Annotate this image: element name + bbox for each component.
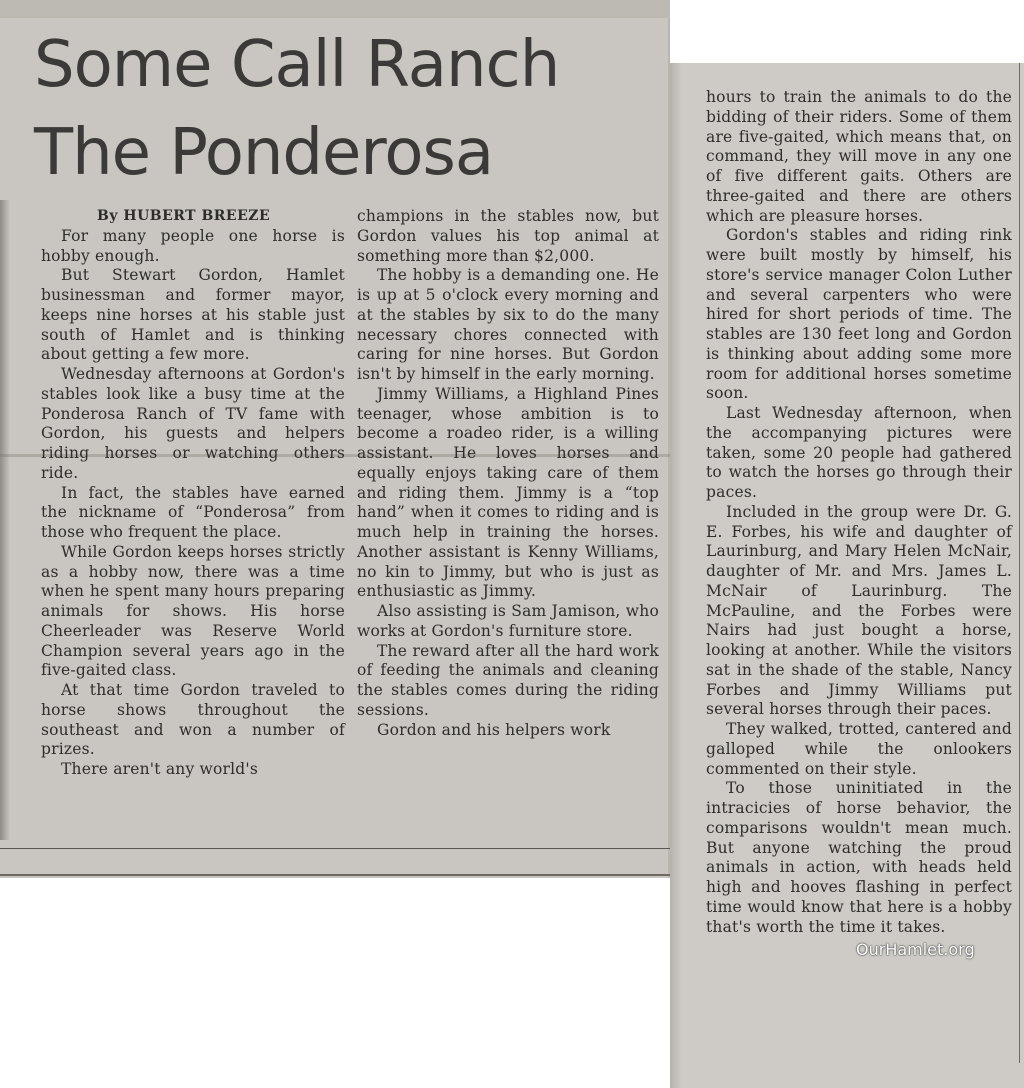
paragraph: Gordon and his helpers work (377, 720, 611, 739)
paragraph: They walked, trotted, cantered and galloped while the onlookers commented on their style. (706, 720, 1012, 778)
article-column-2 (357, 207, 659, 740)
paragraph: To those uninitiated in the intracicies of horse behavior, the comparisons wouldn't mean much. But anyone watching the proud animals in action, with heads held high and hooves flashing in perfect time would know that here is a hobby that's worth the time it takes. (706, 779, 1012, 936)
column-rule (1019, 63, 1020, 1063)
paragraph: At that time Gordon traveled to horse shows throughout the southeast and won a number of prizes. (41, 681, 345, 759)
paragraph: But Stewart Gordon, Hamlet businessman and former mayor, keeps nine horses at his stable just south of Hamlet and is thinking about getting a few more. (41, 266, 345, 364)
clipping-top-edge (0, 0, 670, 18)
paragraph: Last Wednesday afternoon, when the accompanying pictures were taken, some 20 people had gathered to watch the horses go through their paces. (706, 404, 1012, 501)
byline: By HUBERT BREEZE (97, 208, 271, 224)
clipping-left-edge (0, 200, 10, 840)
article-column-3 (706, 88, 1012, 937)
clipping-continuation-edge (670, 63, 682, 1088)
paragraph: Included in the group were Dr. G. E. Forbes, his wife and daughter of Laurinburg, and Mary Helen McNair, daughter of Mr. and Mrs. James L. McNair of Laurinburg. The McPauline, and the Forbes were Nairs had just bought a horse, looking at another. While the visitors sat in the shade of the stable, Nancy Forbes and Jimmy Williams put several horses through their paces. (706, 502, 1012, 719)
paragraph: The reward after all the hard work of feeding the animals and cleaning the stables comes during the riding sessions. (357, 641, 659, 719)
headline-line-2: The Ponderosa (34, 116, 494, 190)
paragraph: Gordon's stables and riding rink were built mostly by himself, his store's service manager Colon Luther and several carpenters who were hired for short periods of time. The stables are 130 feet long and Gordon is thinking about adding some more room for additional horses sometime soon. (706, 226, 1012, 403)
paragraph: Jimmy Williams, a Highland Pines teenager, whose ambition is to become a roadeo rider, is a willing assistant. He loves horses and equally enjoys taking care of them and riding them. Jimmy is a “top hand” when it comes to riding and is much help in training the horses. Another assistant is Kenny Williams, no kin to Jimmy, but who is just as enthusiastic as Jimmy. (357, 384, 659, 601)
headline-line-1: Some Call Ranch (34, 28, 560, 102)
paragraph: For many people one horse is hobby enough. (41, 226, 345, 265)
paragraph: There aren't any world's (61, 760, 259, 778)
paragraph: Wednesday afternoons at Gordon's stables look like a busy time at the Ponderosa Ranch of TV fame with Gordon, his guests and helpers riding horses or watching others ride. (41, 365, 345, 482)
paragraph: While Gordon keeps horses strictly as a hobby now, there was a time when he spent many hours preparing animals for shows. His horse Cheerleader was Reserve World Champion several years ago in the five-gaited class. (41, 542, 345, 680)
paragraph: Also assisting is Sam Jamison, who works at Gordon's furniture store. (357, 602, 659, 640)
paragraph: champions in the stables now, but Gordon values his top animal at something more than $2,000. (357, 207, 659, 265)
article-column-1 (41, 207, 345, 780)
paragraph: The hobby is a demanding one. He is up at 5 o'clock every morning and at the stables by six to do the many necessary chores connected with caring for nine horses. But Gordon isn't by himself in the early morning. (357, 266, 659, 383)
paragraph: hours to train the animals to do the bidding of their riders. Some of them are five-gaited, which means that, on command, they will move in any one of five different gaits. Others are three-gaited and there are others which are pleasure horses. (706, 88, 1012, 225)
paragraph: In fact, the stables have earned the nickname of “Ponderosa” from those who frequent the place. (41, 483, 345, 541)
watermark: OurHamlet.org (856, 940, 975, 959)
column-rule (0, 874, 670, 876)
column-rule (0, 848, 670, 849)
